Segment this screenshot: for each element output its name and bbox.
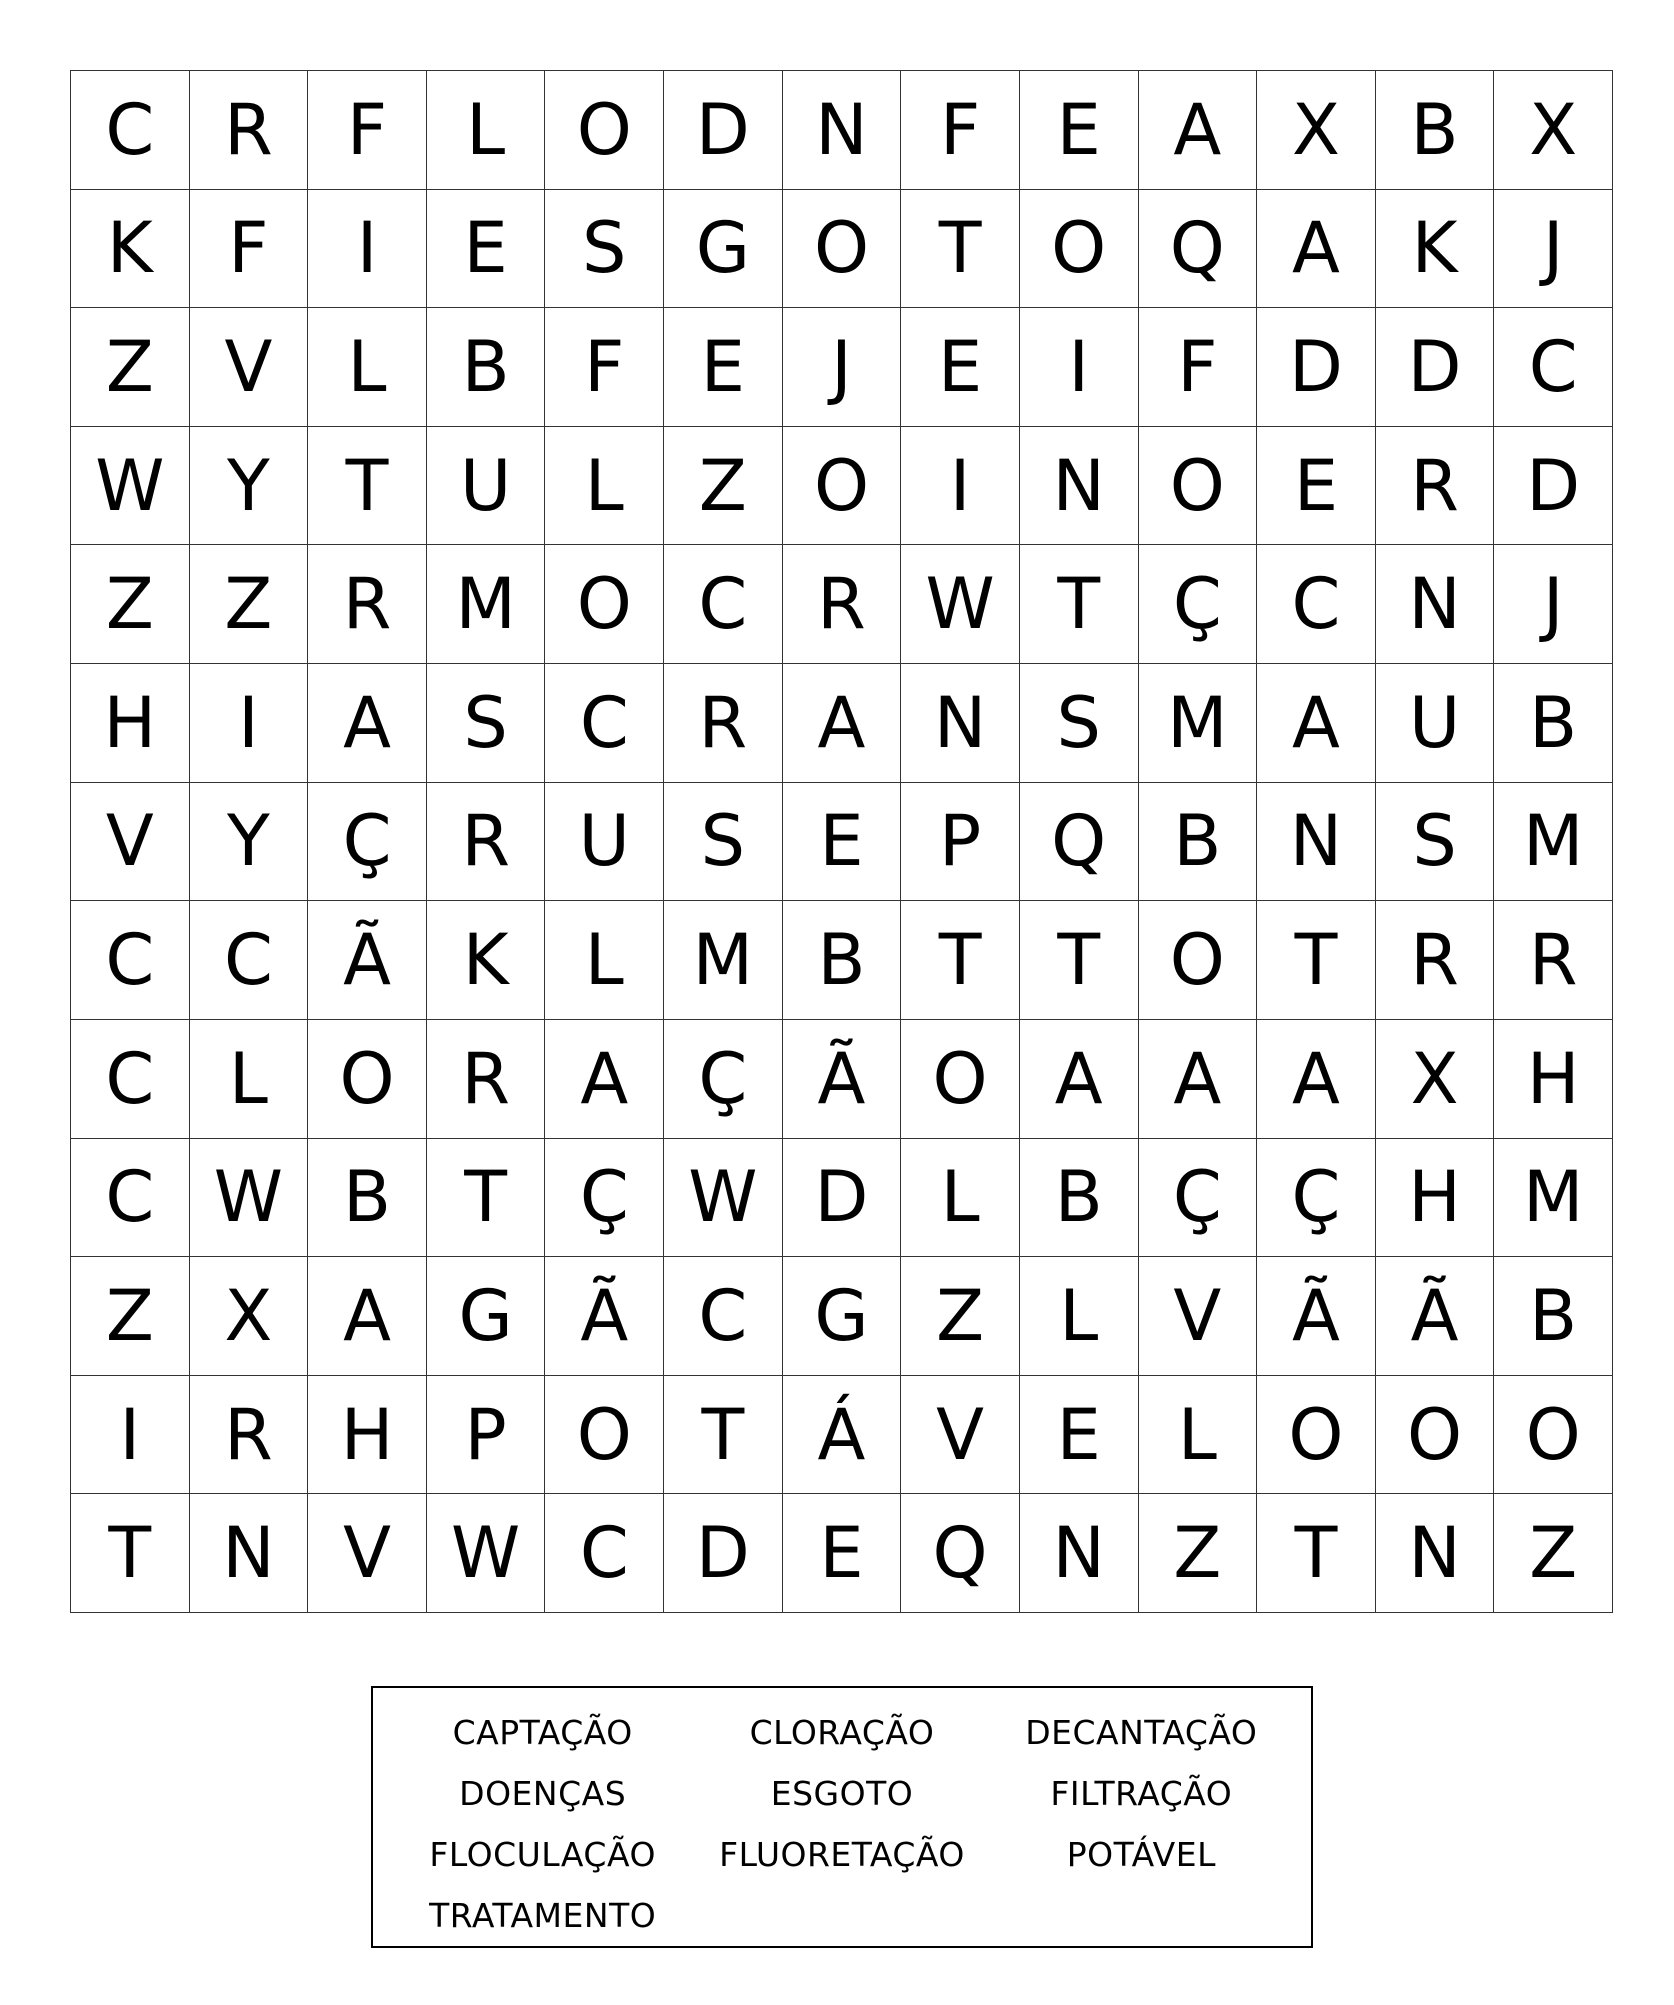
grid-cell[interactable]: V	[308, 1494, 427, 1613]
grid-cell[interactable]: W	[427, 1494, 546, 1613]
grid-cell[interactable]: R	[1494, 901, 1613, 1020]
grid-cell[interactable]: Z	[71, 308, 190, 427]
grid-cell[interactable]: A	[1257, 1020, 1376, 1139]
word-bank-item: FLOCULAÇÃO	[429, 1835, 656, 1874]
word-bank-item: CLORAÇÃO	[749, 1713, 935, 1752]
word-bank-item: FLUORETAÇÃO	[719, 1835, 965, 1874]
grid-cell[interactable]: C	[1494, 308, 1613, 427]
grid-cell[interactable]: D	[783, 1139, 902, 1258]
grid-cell[interactable]: H	[1376, 1139, 1495, 1258]
grid-cell[interactable]: N	[1020, 1494, 1139, 1613]
grid-cell[interactable]: P	[901, 783, 1020, 902]
grid-cell[interactable]: T	[427, 1139, 546, 1258]
grid-cell[interactable]: Ç	[1139, 545, 1258, 664]
grid-cell[interactable]: H	[308, 1376, 427, 1495]
word-bank-item: ESGOTO	[770, 1774, 914, 1813]
grid-cell[interactable]: N	[1257, 783, 1376, 902]
grid-cell[interactable]: T	[901, 190, 1020, 309]
grid-cell[interactable]: F	[1139, 308, 1258, 427]
grid-cell[interactable]: W	[901, 545, 1020, 664]
grid-cell[interactable]: O	[545, 545, 664, 664]
grid-cell[interactable]: A	[1257, 190, 1376, 309]
grid-cell[interactable]: Z	[664, 427, 783, 546]
grid-cell[interactable]: M	[664, 901, 783, 1020]
grid-cell[interactable]: N	[783, 71, 902, 190]
grid-cell[interactable]: C	[190, 901, 309, 1020]
grid-cell[interactable]: M	[1494, 783, 1613, 902]
grid-cell[interactable]: G	[427, 1257, 546, 1376]
grid-cell[interactable]: O	[545, 71, 664, 190]
grid-cell[interactable]: O	[901, 1020, 1020, 1139]
grid-cell[interactable]: U	[545, 783, 664, 902]
grid-cell[interactable]: B	[308, 1139, 427, 1258]
grid-cell[interactable]: Z	[71, 1257, 190, 1376]
grid-cell[interactable]: K	[427, 901, 546, 1020]
grid-cell[interactable]: S	[1020, 664, 1139, 783]
grid-cell[interactable]: R	[1376, 427, 1495, 546]
grid-cell[interactable]: A	[1139, 71, 1258, 190]
grid-cell[interactable]: O	[1257, 1376, 1376, 1495]
grid-cell[interactable]: L	[901, 1139, 1020, 1258]
grid-cell[interactable]: Á	[783, 1376, 902, 1495]
word-bank-item: DOENÇAS	[459, 1774, 627, 1813]
grid-cell[interactable]: A	[1020, 1020, 1139, 1139]
grid-cell[interactable]: D	[1376, 308, 1495, 427]
grid-cell[interactable]: T	[901, 901, 1020, 1020]
grid-cell[interactable]: D	[664, 1494, 783, 1613]
grid-cell[interactable]: Z	[71, 545, 190, 664]
grid-cell[interactable]: N	[190, 1494, 309, 1613]
grid-cell[interactable]: L	[190, 1020, 309, 1139]
word-bank-item: TRATAMENTO	[429, 1896, 657, 1935]
grid-cell[interactable]: O	[1020, 190, 1139, 309]
grid-cell[interactable]: U	[1376, 664, 1495, 783]
grid-cell[interactable]: V	[1139, 1257, 1258, 1376]
grid-cell[interactable]: L	[545, 427, 664, 546]
grid-cell[interactable]: C	[545, 664, 664, 783]
grid-cell[interactable]: J	[783, 308, 902, 427]
word-bank-item: CAPTAÇÃO	[452, 1713, 633, 1752]
grid-cell[interactable]: K	[1376, 190, 1495, 309]
grid-cell[interactable]: E	[1020, 71, 1139, 190]
grid-cell[interactable]: N	[901, 664, 1020, 783]
grid-cell[interactable]: R	[783, 545, 902, 664]
grid-cell[interactable]: Ã	[783, 1020, 902, 1139]
grid-cell[interactable]: E	[901, 308, 1020, 427]
grid-cell[interactable]: Ç	[308, 783, 427, 902]
grid-cell[interactable]: D	[1494, 427, 1613, 546]
grid-cell[interactable]: R	[427, 783, 546, 902]
grid-cell[interactable]: Q	[1139, 190, 1258, 309]
grid-cell[interactable]: R	[664, 664, 783, 783]
grid-cell[interactable]: S	[1376, 783, 1495, 902]
grid-cell[interactable]: R	[308, 545, 427, 664]
grid-cell[interactable]: B	[1139, 783, 1258, 902]
grid-cell[interactable]: I	[190, 664, 309, 783]
grid-cell[interactable]: W	[71, 427, 190, 546]
grid-cell[interactable]: I	[1020, 308, 1139, 427]
grid-cell[interactable]: R	[190, 71, 309, 190]
grid-cell[interactable]: E	[1020, 1376, 1139, 1495]
grid-cell[interactable]: B	[783, 901, 902, 1020]
grid-cell[interactable]: B	[427, 308, 546, 427]
grid-cell[interactable]: Ã	[545, 1257, 664, 1376]
grid-cell[interactable]: Ç	[1139, 1139, 1258, 1258]
grid-cell[interactable]: I	[901, 427, 1020, 546]
grid-cell[interactable]: V	[71, 783, 190, 902]
grid-cell[interactable]: F	[190, 190, 309, 309]
grid-cell[interactable]: B	[1020, 1139, 1139, 1258]
grid-cell[interactable]: Ã	[1257, 1257, 1376, 1376]
grid-cell[interactable]: E	[1257, 427, 1376, 546]
grid-cell[interactable]: B	[1494, 664, 1613, 783]
grid-cell[interactable]: Z	[901, 1257, 1020, 1376]
grid-cell[interactable]: G	[783, 1257, 902, 1376]
grid-cell[interactable]: A	[308, 1257, 427, 1376]
grid-cell[interactable]: R	[427, 1020, 546, 1139]
grid-cell[interactable]: D	[664, 71, 783, 190]
grid-cell[interactable]: N	[1376, 545, 1495, 664]
grid-cell[interactable]: X	[1257, 71, 1376, 190]
grid-cell[interactable]: T	[71, 1494, 190, 1613]
grid-cell[interactable]: C	[664, 545, 783, 664]
grid-cell[interactable]: T	[1020, 545, 1139, 664]
grid-cell[interactable]: A	[1257, 664, 1376, 783]
grid-cell[interactable]: F	[308, 71, 427, 190]
grid-cell[interactable]: A	[783, 664, 902, 783]
word-bank-item: POTÁVEL	[1066, 1835, 1216, 1874]
grid-cell[interactable]: X	[1376, 1020, 1495, 1139]
grid-cell[interactable]: P	[427, 1376, 546, 1495]
grid-cell[interactable]: S	[545, 190, 664, 309]
grid-cell[interactable]: T	[308, 427, 427, 546]
grid-cell[interactable]: H	[1494, 1020, 1613, 1139]
grid-cell[interactable]: Z	[190, 545, 309, 664]
grid-cell[interactable]: Ã	[1376, 1257, 1495, 1376]
grid-cell[interactable]: Ç	[1257, 1139, 1376, 1258]
grid-cell[interactable]: M	[1494, 1139, 1613, 1258]
word-search-grid	[70, 70, 1613, 1613]
grid-cell[interactable]: M	[427, 545, 546, 664]
grid-cell[interactable]: C	[1257, 545, 1376, 664]
grid-cell[interactable]: W	[190, 1139, 309, 1258]
grid-cell[interactable]: S	[664, 783, 783, 902]
grid-cell[interactable]: O	[308, 1020, 427, 1139]
grid-cell[interactable]: H	[71, 664, 190, 783]
grid-cell[interactable]: I	[308, 190, 427, 309]
grid-cell[interactable]: T	[1020, 901, 1139, 1020]
grid-cell[interactable]: L	[308, 308, 427, 427]
grid-cell[interactable]: C	[71, 901, 190, 1020]
grid-cell[interactable]: L	[427, 71, 546, 190]
grid-cell[interactable]: A	[308, 664, 427, 783]
grid-cell[interactable]: W	[664, 1139, 783, 1258]
grid-cell[interactable]: F	[545, 308, 664, 427]
grid-cell[interactable]: Q	[1020, 783, 1139, 902]
grid-cell[interactable]: L	[545, 901, 664, 1020]
grid-cell[interactable]: C	[71, 71, 190, 190]
grid-cell[interactable]: Z	[1139, 1494, 1258, 1613]
grid-cell[interactable]: J	[1494, 190, 1613, 309]
grid-cell[interactable]: Ã	[308, 901, 427, 1020]
word-bank	[371, 1686, 1313, 1948]
grid-cell[interactable]: Y	[190, 783, 309, 902]
grid-cell[interactable]: R	[190, 1376, 309, 1495]
grid-cell[interactable]: O	[1139, 901, 1258, 1020]
grid-cell[interactable]: L	[1139, 1376, 1258, 1495]
grid-cell[interactable]: M	[1139, 664, 1258, 783]
grid-cell[interactable]: O	[1139, 427, 1258, 546]
grid-cell[interactable]: E	[783, 1494, 902, 1613]
grid-cell[interactable]: G	[664, 190, 783, 309]
grid-cell[interactable]: Y	[190, 427, 309, 546]
grid-cell[interactable]: N	[1376, 1494, 1495, 1613]
grid-cell[interactable]: V	[190, 308, 309, 427]
grid-cell[interactable]: X	[190, 1257, 309, 1376]
word-bank-item: DECANTAÇÃO	[1025, 1713, 1258, 1752]
grid-cell[interactable]: C	[71, 1139, 190, 1258]
grid-cell[interactable]: A	[1139, 1020, 1258, 1139]
grid-cell[interactable]: O	[545, 1376, 664, 1495]
grid-cell[interactable]: Z	[1494, 1494, 1613, 1613]
grid-cell[interactable]: E	[783, 783, 902, 902]
grid-cell[interactable]: T	[664, 1376, 783, 1495]
grid-cell[interactable]: T	[1257, 901, 1376, 1020]
grid-cell[interactable]: B	[1376, 71, 1495, 190]
grid-cell[interactable]: Ç	[545, 1139, 664, 1258]
grid-cell[interactable]: S	[427, 664, 546, 783]
grid-cell[interactable]: O	[783, 427, 902, 546]
grid-cell[interactable]: E	[427, 190, 546, 309]
grid-cell[interactable]: I	[71, 1376, 190, 1495]
word-bank-item: FILTRAÇÃO	[1050, 1774, 1233, 1813]
grid-cell[interactable]: D	[1257, 308, 1376, 427]
grid-cell[interactable]: O	[1376, 1376, 1495, 1495]
grid-cell[interactable]: Q	[901, 1494, 1020, 1613]
grid-cell[interactable]: C	[664, 1257, 783, 1376]
grid-cell[interactable]: A	[545, 1020, 664, 1139]
grid-cell[interactable]: T	[1257, 1494, 1376, 1613]
grid-cell[interactable]: C	[545, 1494, 664, 1613]
grid-cell[interactable]: L	[1020, 1257, 1139, 1376]
grid-cell[interactable]: F	[901, 71, 1020, 190]
grid-cell[interactable]: C	[71, 1020, 190, 1139]
grid-cell[interactable]: Ç	[664, 1020, 783, 1139]
grid-cell[interactable]: E	[664, 308, 783, 427]
grid-cell[interactable]: U	[427, 427, 546, 546]
grid-cell[interactable]: K	[71, 190, 190, 309]
grid-cell[interactable]: V	[901, 1376, 1020, 1495]
grid-cell[interactable]: N	[1020, 427, 1139, 546]
grid-cell[interactable]: R	[1376, 901, 1495, 1020]
grid-cell[interactable]: J	[1494, 545, 1613, 664]
grid-cell[interactable]: O	[783, 190, 902, 309]
grid-cell[interactable]: X	[1494, 71, 1613, 190]
grid-cell[interactable]: O	[1494, 1376, 1613, 1495]
grid-cell[interactable]: B	[1494, 1257, 1613, 1376]
